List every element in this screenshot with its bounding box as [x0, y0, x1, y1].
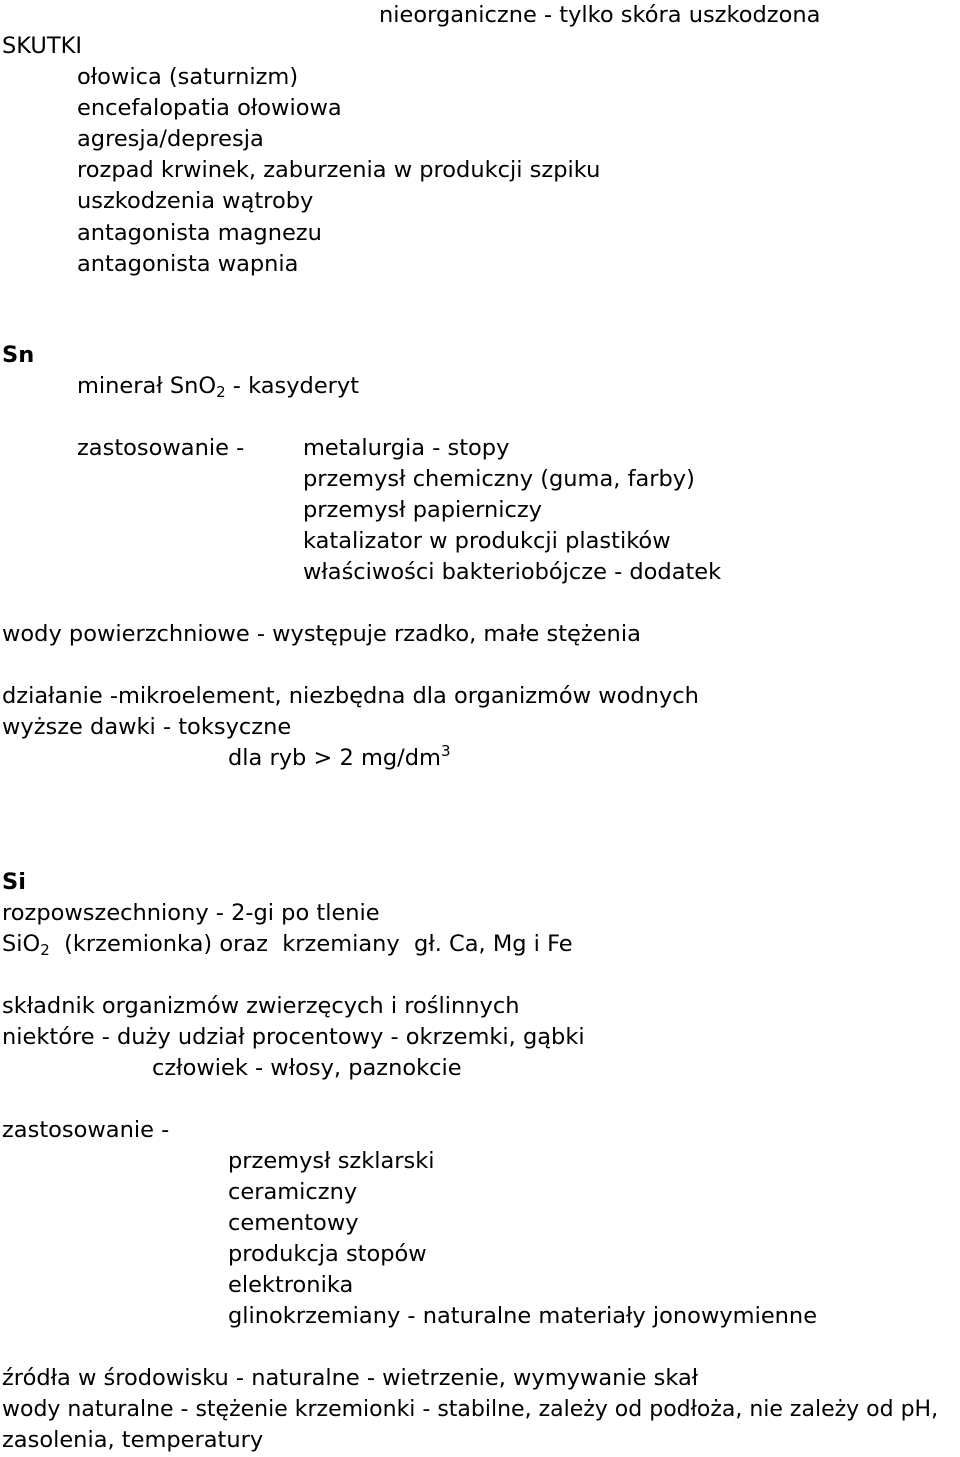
sn-use-item: właściwości bakteriobójcze - dodatek: [303, 559, 722, 585]
si-use-item: ceramiczny: [228, 1179, 358, 1205]
si-uses-label: zastosowanie -: [2, 1117, 170, 1143]
si-use-item: produkcja stopów: [228, 1241, 427, 1267]
si-forms-description: (krzemionka) oraz krzemiany gł. Ca, Mg i Fe: [49, 931, 573, 957]
sn-uses-label: zastosowanie -: [77, 435, 245, 461]
si-natural-waters-continued: zasolenia, temperatury: [2, 1427, 264, 1453]
si-heading: Si: [2, 869, 26, 895]
sn-mineral-name: - kasyderyt: [225, 373, 360, 399]
effect-item: ołowica (saturnizm): [77, 64, 299, 90]
effect-item: rozpad krwinek, zaburzenia w produkcji szpiku: [77, 157, 601, 183]
sn-fish-limit-exponent: 3: [440, 742, 451, 760]
si-natural-waters: wody naturalne - stężenie krzemionki - stabilne, zależy od podłoża, nie zależy od pH,: [2, 1397, 939, 1422]
sn-mineral-subscript: 2: [216, 383, 226, 401]
si-use-item: cementowy: [228, 1210, 359, 1236]
sn-surface-waters: wody powierzchniowe - występuje rzadko, małe stężenia: [2, 621, 641, 647]
si-share: niektóre - duży udział procentowy - okrzemki, gąbki: [2, 1024, 585, 1050]
sn-use-item: przemysł chemiczny (guma, farby): [303, 466, 695, 492]
si-forms-formula: SiO: [2, 931, 41, 957]
sn-fish-limit-value: dla ryb > 2 mg/dm: [228, 745, 441, 771]
si-use-item: glinokrzemiany - naturalne materiały jonowymienne: [228, 1303, 818, 1329]
sn-fish-limit: [228, 743, 450, 774]
si-sources: źródła w środowisku - naturalne - wietrzenie, wymywanie skał: [2, 1365, 699, 1391]
sn-mineral-formula: minerał SnO: [77, 373, 217, 399]
si-use-item: elektronika: [228, 1272, 354, 1298]
sn-use-item: metalurgia - stopy: [303, 435, 510, 461]
effect-item: encefalopatia ołowiowa: [77, 95, 342, 121]
si-component: składnik organizmów zwierzęcych i roślinnych: [2, 993, 520, 1019]
sn-use-item: katalizator w produkcji plastików: [303, 528, 671, 554]
sn-mineral: [77, 371, 359, 402]
effect-item: antagonista wapnia: [77, 251, 299, 277]
si-forms-subscript: 2: [40, 941, 50, 959]
effect-item: antagonista magnezu: [77, 220, 322, 246]
effect-item: uszkodzenia wątroby: [77, 188, 314, 214]
sn-use-item: przemysł papierniczy: [303, 497, 542, 523]
sn-action: działanie -mikroelement, niezbędna dla organizmów wodnych: [2, 683, 699, 709]
si-use-item: przemysł szklarski: [228, 1148, 435, 1174]
si-forms: [2, 929, 573, 960]
pb-exposure-line: nieorganiczne - tylko skóra uszkodzona: [379, 2, 821, 28]
effects-heading: SKUTKI: [2, 33, 83, 59]
si-abundance: rozpowszechniony - 2-gi po tlenie: [2, 900, 380, 926]
sn-heading: Sn: [2, 342, 35, 368]
si-human: człowiek - włosy, paznokcie: [152, 1055, 462, 1081]
effect-item: agresja/depresja: [77, 126, 264, 152]
sn-toxicity: wyższe dawki - toksyczne: [2, 714, 292, 740]
